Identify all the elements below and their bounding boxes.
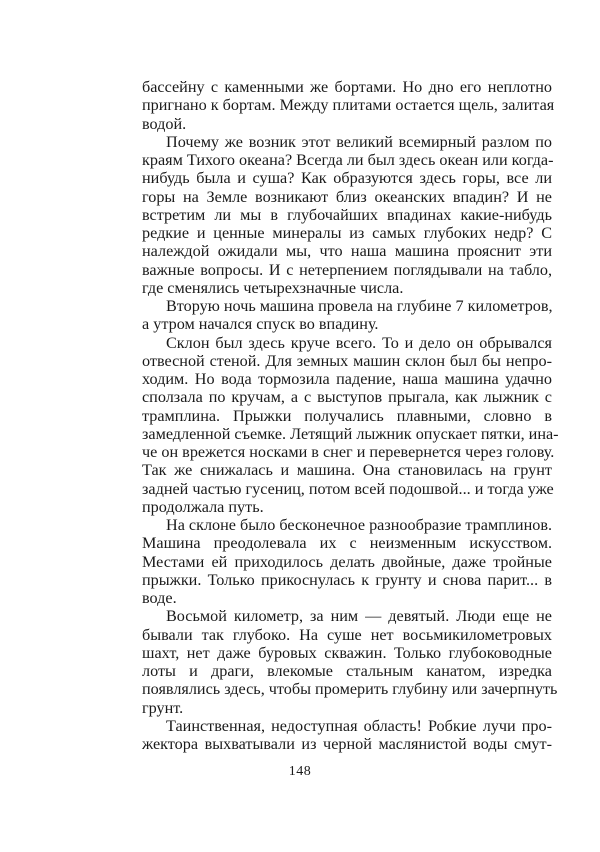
text-line: прыжки. Только прикоснулась к грунту и снова парит... в: [142, 570, 552, 589]
paragraph: [142, 297, 552, 334]
text-line: Склон был здесь круче всего. То и дело он обрывался: [166, 333, 552, 352]
text-line: Таинственная, недоступная область! Робкие лучи про-: [166, 716, 552, 735]
text-line: На склоне было бесконечное разнообразие трамплинов.: [166, 516, 553, 534]
text-line: лоты и драги, влекомые стальным канатом, изредка: [142, 662, 552, 680]
text-line: Машина преодолевала их с неизменным искусством.: [142, 534, 552, 553]
text-line: продолжала путь.: [142, 497, 264, 516]
text-line: появлялись здесь, чтобы промерить глубину или зачерпнуть: [142, 680, 558, 699]
paragraph: [142, 607, 558, 717]
text-line: трамплина. Прыжки получались плавными, словно в: [142, 406, 552, 425]
text-line: жектора выхватывали из черной маслянистой воды смут-: [142, 735, 552, 753]
text-line: ходим. Но вода тормозила падение, наша машина удачно: [142, 370, 552, 388]
text-line: бассейну с каменными же бортами. Но дно его неплотно: [142, 78, 552, 96]
paragraph: [142, 516, 552, 607]
text-line: Почему же возник этот великий всемирный разлом по: [166, 132, 552, 151]
text-line: нибудь была и суша? Как образуются здесь горы, все ли: [142, 169, 552, 188]
text-line: а утром начался спуск во впадину.: [142, 315, 379, 334]
page-number: 148: [288, 764, 312, 779]
text-line: грунт.: [142, 698, 184, 717]
text-line: Местами ей приходилось делать двойные, даже тройные: [142, 552, 552, 571]
text-line: воде.: [142, 589, 177, 607]
text-line: пригнано к бортам. Между плитами остается щель, залитая: [142, 96, 555, 115]
text-line: водой.: [142, 114, 187, 133]
text-line: краям Тихого океана? Всегда ли был здесь океан или когда-: [142, 151, 554, 169]
text-line: где сменялись четырехзначные числа.: [142, 278, 404, 297]
text-line: сползала по кручам, а с выступов прыгала, как лыжник с: [142, 388, 552, 407]
paragraph: [142, 133, 552, 297]
text-line: горы на Земле возникают близ океанских впадин? И не: [142, 187, 552, 206]
page-body-text: [142, 78, 559, 753]
text-line: Так же снижалась и машина. Она становилась на грунт: [142, 461, 552, 480]
text-line: Восьмой километр, за ним — девятый. Люди еще не: [166, 607, 552, 626]
text-line: замедленной съемке. Летящий лыжник опускает пятки, ина-: [142, 424, 559, 443]
text-line: редкие и ценные минералы из самых глубоких недр? С: [142, 224, 552, 242]
paragraph: [142, 333, 559, 517]
paragraph: [142, 717, 552, 754]
paragraph: [142, 78, 555, 133]
text-line: задней частью гусениц, потом всей подошвой... и тогда уже: [142, 479, 554, 498]
text-line: встретим ли мы в глубочайших впадинах какие-нибудь: [142, 205, 552, 224]
text-line: шахт, нет даже буровых скважин. Только глубоководные: [142, 643, 552, 662]
text-line: че он врежется носками в снег и перевернется через голову.: [142, 443, 555, 461]
text-line: отвесной стеной. Для земных машин склон был бы непро-: [142, 351, 552, 370]
text-line: належдой ожидали мы, что наша машина прояснит эти: [142, 242, 552, 261]
text-line: важные вопросы. И с нетерпением поглядывали на табло,: [142, 260, 552, 279]
text-line: бывали так глубоко. На суше нет восьмикилометровых: [142, 625, 552, 644]
text-line: Вторую ночь машина провела на глубине 7 километров,: [166, 297, 553, 315]
